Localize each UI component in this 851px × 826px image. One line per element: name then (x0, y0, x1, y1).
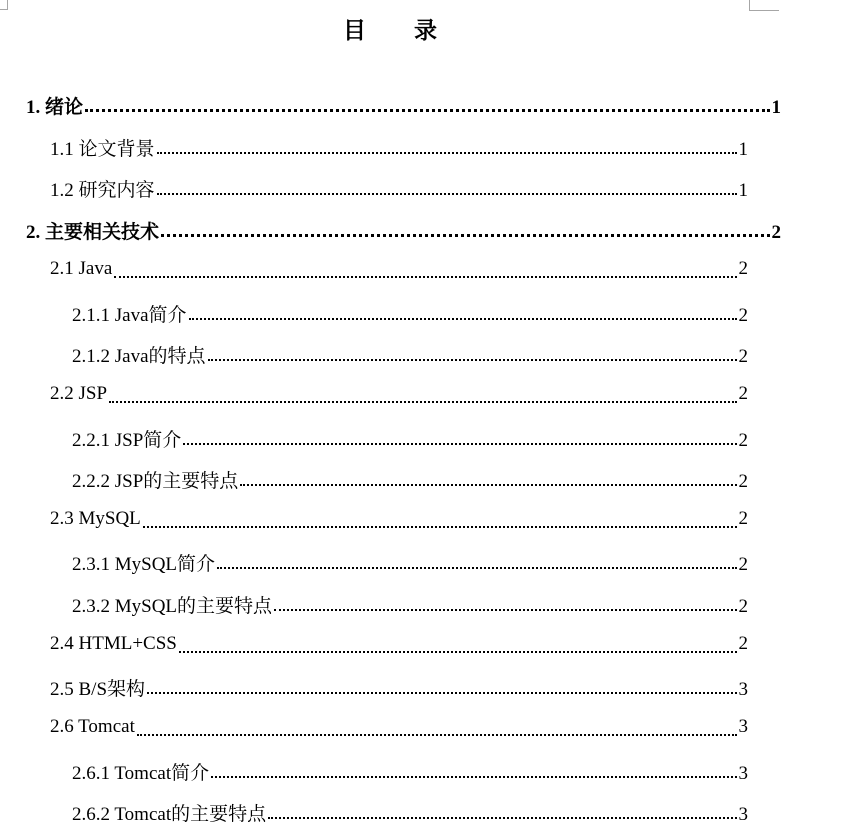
toc-entry-label: 2.5 B/S架构 (50, 679, 146, 700)
toc-entry[interactable] (72, 799, 748, 825)
toc-entry-label: 1. 绪论 (26, 97, 84, 118)
page-corner-mark (0, 9, 8, 10)
toc-entry[interactable] (72, 591, 748, 617)
toc-entry-page: 1 (738, 139, 748, 160)
toc-entry-label: 2. 主要相关技术 (26, 222, 160, 243)
toc-entry-page: 3 (738, 804, 748, 825)
toc-leader (211, 776, 736, 778)
toc-leader (274, 609, 736, 611)
toc-leader (189, 318, 737, 320)
toc-entry[interactable] (72, 758, 748, 784)
toc-entry-page: 3 (738, 763, 748, 784)
toc-leader (157, 193, 737, 195)
toc-leader (161, 234, 769, 237)
toc-entry-label: 2.3.2 MySQL的主要特点 (72, 596, 273, 617)
toc-leader (217, 567, 736, 569)
toc-entry[interactable] (26, 217, 781, 243)
toc-entry[interactable] (50, 508, 748, 534)
toc-entry[interactable] (50, 175, 748, 201)
toc-leader (157, 152, 737, 154)
toc-entry-label: 1.2 研究内容 (50, 180, 155, 201)
toc-leader (183, 443, 736, 445)
toc-entry-label: 2.1 Java (50, 258, 113, 279)
toc-entry-page: 2 (738, 633, 748, 654)
toc-leader (147, 692, 736, 694)
toc-entry[interactable] (50, 633, 748, 659)
toc-entry-label: 2.1.2 Java的特点 (72, 346, 206, 367)
toc-leader (109, 401, 736, 403)
toc-entry[interactable] (50, 383, 748, 409)
toc-entry[interactable] (72, 300, 748, 326)
toc-entry[interactable] (50, 134, 748, 160)
toc-entry-page: 2 (738, 383, 748, 404)
toc-entry[interactable] (50, 716, 748, 742)
toc-entry-label: 2.2.2 JSP的主要特点 (72, 471, 239, 492)
page-corner-mark (749, 10, 779, 11)
toc-leader (240, 484, 736, 486)
toc-entry[interactable] (72, 549, 748, 575)
toc-entry-label: 2.2 JSP (50, 383, 108, 404)
toc-entry[interactable] (50, 258, 748, 284)
toc-entry-label: 2.3.1 MySQL简介 (72, 554, 216, 575)
toc-entry-label: 2.6.2 Tomcat的主要特点 (72, 804, 267, 825)
toc-entry[interactable] (72, 466, 748, 492)
toc-entry-page: 2 (771, 222, 781, 243)
toc-entry-label: 2.3 MySQL (50, 508, 141, 529)
toc-entry-label: 2.4 HTML+CSS (50, 633, 177, 654)
toc-leader (114, 276, 736, 278)
toc-entry-label: 2.2.1 JSP简介 (72, 430, 182, 451)
toc-entry-page: 3 (738, 679, 748, 700)
toc-entry-label: 1.1 论文背景 (50, 139, 155, 160)
toc-entry-page: 2 (738, 508, 748, 529)
toc-entry[interactable] (72, 341, 748, 367)
toc-entry[interactable] (72, 425, 748, 451)
toc-entry-label: 2.6 Tomcat (50, 716, 135, 737)
toc-title: 目 录 (342, 18, 457, 44)
toc-leader (208, 359, 737, 361)
toc-leader (85, 109, 769, 112)
toc-leader (143, 526, 737, 528)
toc-entry-page: 2 (738, 471, 748, 492)
toc-entry-page: 2 (738, 346, 748, 367)
toc-entry-page: 2 (738, 554, 748, 575)
toc-entry-page: 1 (738, 180, 748, 201)
toc-entry-page: 2 (738, 596, 748, 617)
toc-entry-label: 2.1.1 Java简介 (72, 305, 187, 326)
toc-entry-page: 1 (771, 97, 781, 118)
toc-leader (268, 817, 736, 819)
toc-entry[interactable] (26, 92, 781, 118)
toc-entry-label: 2.6.1 Tomcat简介 (72, 763, 210, 784)
toc-leader (179, 651, 737, 653)
toc-entry-page: 2 (738, 305, 748, 326)
toc-leader (137, 734, 737, 736)
toc-entry-page: 2 (738, 430, 748, 451)
toc-entry-page: 3 (738, 716, 748, 737)
toc-entry-page: 2 (738, 258, 748, 279)
toc-entry[interactable] (50, 674, 748, 700)
page-corner-mark (7, 0, 8, 9)
